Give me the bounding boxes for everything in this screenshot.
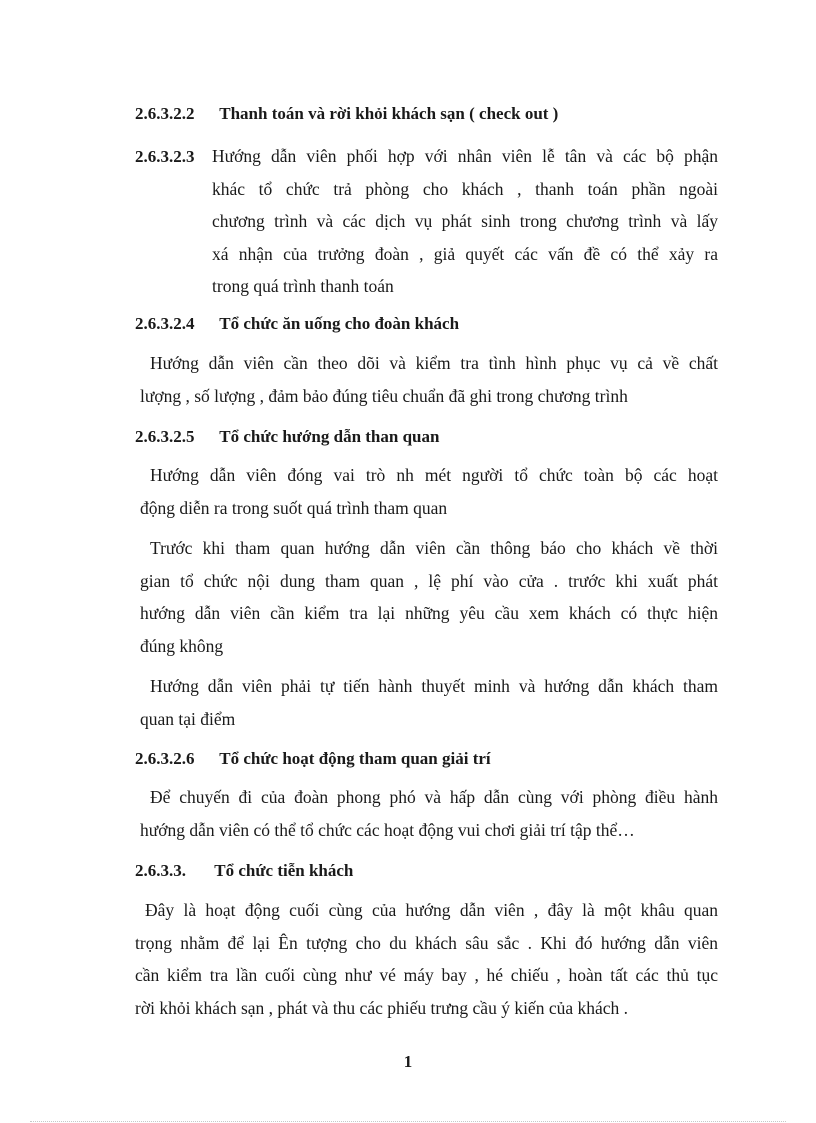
paragraph-line: trọng nhằm để lại Ên tượng cho du khách sâu sắc . Khi đó hướng dẫn viên [135, 932, 718, 953]
section-title: Thanh toán và rời khỏi khách sạn ( check out ) [219, 104, 559, 123]
paragraph-line: động diễn ra trong suốt quá trình tham quan [140, 497, 448, 518]
section-heading-2-6-3-2-2 [135, 104, 558, 124]
section-2-6-3-2-4-paragraph [140, 347, 718, 412]
paragraph-line: rời khỏi khách sạn , phát và thu các phiếu trưng cầu ý kiến của khách . [135, 997, 629, 1018]
section-title: Tổ chức ăn uống cho đoàn khách [219, 314, 460, 333]
paragraph-line: Để chuyến đi của đoàn phong phó và hấp dẫn cùng với phòng điều hành [150, 787, 718, 807]
paragraph-line: chương trình và các dịch vụ phát sinh trong chương trình và lấy [212, 211, 718, 231]
section-2-6-3-2-6-paragraph [140, 781, 718, 846]
section-heading-2-6-3-3 [135, 861, 353, 881]
paragraph-line: hướng dẫn viên cần kiểm tra lại những yêu cầu xem khách có thực hiện [140, 603, 718, 623]
section-title: Tổ chức tiễn khách [214, 861, 354, 880]
paragraph-line: Hướng dẫn viên cần theo dõi và kiểm tra tình hình phục vụ cả về chất [150, 353, 718, 373]
section-number: 2.6.3.2.2 [135, 104, 195, 123]
section-2-6-3-2-5-paragraph-1 [140, 459, 718, 524]
paragraph-line: Trước khi tham quan hướng dẫn viên cần thông báo cho khách về thời [150, 538, 718, 558]
paragraph-line: Hướng dẫn viên đóng vai trò nh mét người tổ chức toàn bộ các hoạt [150, 465, 718, 485]
page-number: 1 [403, 1052, 413, 1071]
paragraph-line: trong quá trình thanh toán [212, 276, 394, 296]
paragraph-line: cần kiểm tra lần cuối cùng như vé máy bay , hé chiếu , hoàn tất các thủ tục [135, 965, 718, 985]
section-number: 2.6.3.3. [135, 861, 186, 880]
section-number: 2.6.3.2.5 [135, 427, 195, 446]
paragraph-line: gian tổ chức nội dung tham quan , lệ phí vào cửa . trước khi xuất phát [140, 570, 718, 591]
paragraph-line: Đây là hoạt động cuối cùng của hướng dẫn viên , đây là một khâu quan [145, 900, 718, 920]
section-heading-2-6-3-2-4 [135, 314, 459, 334]
page-bottom-divider [30, 1121, 786, 1122]
section-heading-2-6-3-2-6 [135, 749, 491, 769]
section-title: Tổ chức hoạt động tham quan giải trí [219, 749, 491, 768]
paragraph-line: hướng dẫn viên có thể tổ chức các hoạt động vui chơi giải trí tập thể… [140, 819, 635, 840]
paragraph-line: xá nhận của trưởng đoàn , giả quyết các vấn đề có thể xảy ra [212, 243, 718, 264]
paragraph-line: quan tại điểm [140, 708, 236, 729]
section-2-6-3-3-paragraph [135, 894, 718, 1024]
paragraph-line: Hướng dẫn viên phối hợp với nhân viên lễ tân và các bộ phận [212, 146, 718, 166]
paragraph-line: khác tổ chức trả phòng cho khách , thanh toán phần ngoài [212, 178, 718, 199]
section-title: Tổ chức hướng dẫn than quan [219, 427, 440, 446]
section-2-6-3-2-5-paragraph-2 [140, 532, 718, 662]
paragraph-line: Hướng dẫn viên phải tự tiến hành thuyết minh và hướng dẫn khách tham [150, 676, 718, 696]
paragraph-line: lượng , số lượng , đảm bảo đúng tiêu chuẩn đã ghi trong chương trình [140, 385, 628, 406]
paragraph-line: đúng không [140, 635, 224, 656]
section-number-2-6-3-2-3: 2.6.3.2.3 [135, 147, 195, 166]
section-2-6-3-2-3-paragraph [212, 140, 718, 303]
section-number: 2.6.3.2.6 [135, 749, 195, 768]
section-2-6-3-2-5-paragraph-3 [140, 670, 718, 735]
section-number: 2.6.3.2.4 [135, 314, 195, 333]
section-heading-2-6-3-2-5 [135, 427, 439, 447]
